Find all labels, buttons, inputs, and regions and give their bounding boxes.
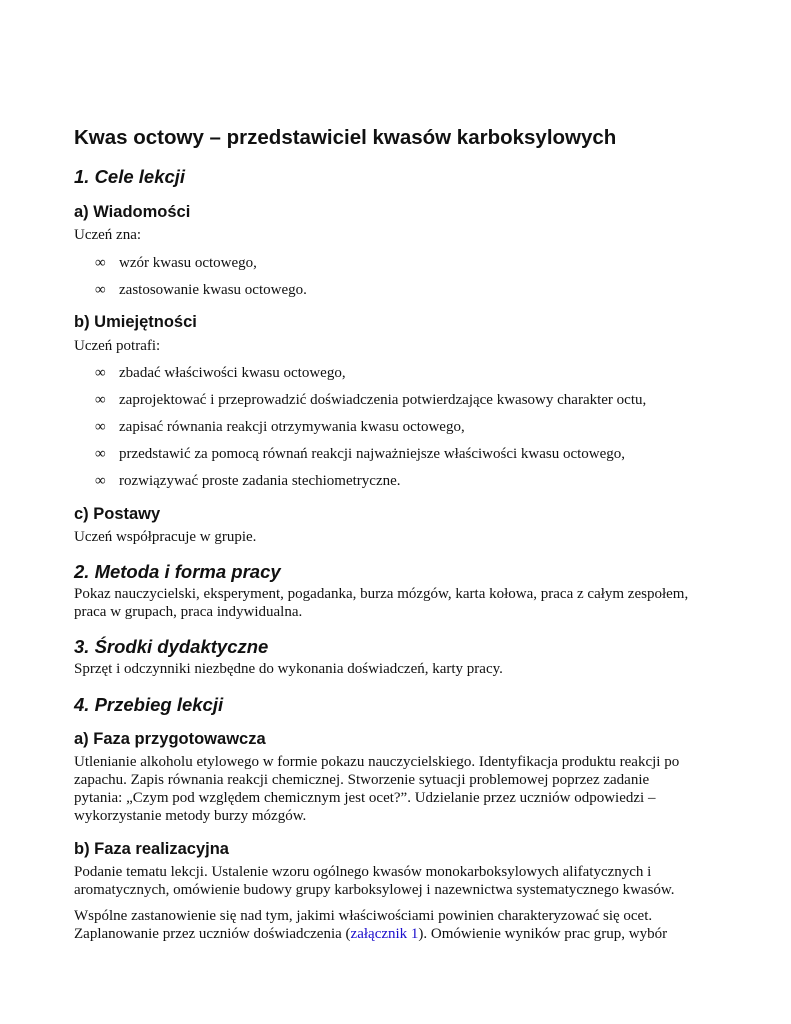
infinity-bullet-icon: ∞ [95,365,106,381]
list-item: ∞ przedstawić za pomocą równań reakcji najważniejsze właściwości kwasu octowego, [95,446,626,462]
list-item: ∞ zbadać właściwości kwasu octowego, [95,365,346,381]
list-item: ∞ wzór kwasu octowego, [95,255,257,271]
postawy-text: Uczeń współpracuje w grupie. [74,529,257,545]
subheading-faza-realizacyjna: b) Faza realizacyjna [74,840,229,858]
przygotowawcza-line: wykorzystanie metody burzy mózgów. [74,808,307,824]
przygotowawcza-line: Utlenianie alkoholu etylowego w formie pokazu nauczycielskiego. Identyfikacja produktu reakcji po [74,754,680,770]
subheading-umiejetnosci: b) Umiejętności [74,313,197,331]
wiadomosci-intro: Uczeń zna: [74,227,142,243]
realizacyjna-line: Zaplanowanie przez uczniów doświadczenia (załącznik 1). Omówienie wyników prac grup, wybór [74,926,668,942]
list-item: ∞ zastosowanie kwasu octowego. [95,282,307,298]
section-heading-metoda: 2. Metoda i forma pracy [74,561,281,582]
przygotowawcza-line: zapachu. Zapis równania reakcji chemicznej. Stworzenie sytuacji problemowej poprzez zadanie [74,772,650,788]
infinity-bullet-icon: ∞ [95,255,106,271]
metoda-line: Pokaz nauczycielski, eksperyment, pogadanka, burza mózgów, karta kołowa, praca z całym zespołem, [74,586,689,602]
srodki-text: Sprzęt i odczynniki niezbędne do wykonania doświadczeń, karty pracy. [74,661,503,677]
section-heading-przebieg: 4. Przebieg lekcji [74,694,224,715]
realizacyjna-line: Wspólne zastanowienie się nad tym, jakimi właściwościami powinien charakteryzować się ocet. [74,908,653,924]
section-heading-cele-lekcji: 1. Cele lekcji [74,166,186,187]
infinity-bullet-icon: ∞ [95,282,106,298]
zalacznik-1-link[interactable]: załącznik 1 [350,926,419,942]
metoda-line: praca w grupach, praca indywidualna. [74,604,303,620]
przygotowawcza-line: pytania: „Czym pod względem chemicznym jest ocet?”. Udzielanie przez uczniów odpowiedzi – [74,790,656,806]
umiejetnosci-intro: Uczeń potrafi: [74,338,161,354]
list-item: ∞ zaprojektować i przeprowadzić doświadczenia potwierdzające kwasowy charakter octu, [95,392,647,408]
subheading-faza-przygotowawcza: a) Faza przygotowawcza [74,730,266,748]
list-item: ∞ zapisać równania reakcji otrzymywania kwasu octowego, [95,419,465,435]
realizacyjna-line: Podanie tematu lekcji. Ustalenie wzoru ogólnego kwasów monokarboksylowych alifatycznych i [74,864,652,880]
document-title: Kwas octowy – przedstawiciel kwasów karboksylowych [74,126,617,149]
infinity-bullet-icon: ∞ [95,446,106,462]
section-heading-srodki: 3. Środki dydaktyczne [74,636,269,657]
infinity-bullet-icon: ∞ [95,392,106,408]
subheading-postawy: c) Postawy [74,505,161,523]
realizacyjna-line: aromatycznych, omówienie budowy grupy karboksylowej i nazewnictwa systematycznego kwasów. [74,882,675,898]
subheading-wiadomosci: a) Wiadomości [74,203,191,221]
infinity-bullet-icon: ∞ [95,419,106,435]
infinity-bullet-icon: ∞ [95,473,106,489]
list-item: ∞ rozwiązywać proste zadania stechiometryczne. [95,473,401,489]
